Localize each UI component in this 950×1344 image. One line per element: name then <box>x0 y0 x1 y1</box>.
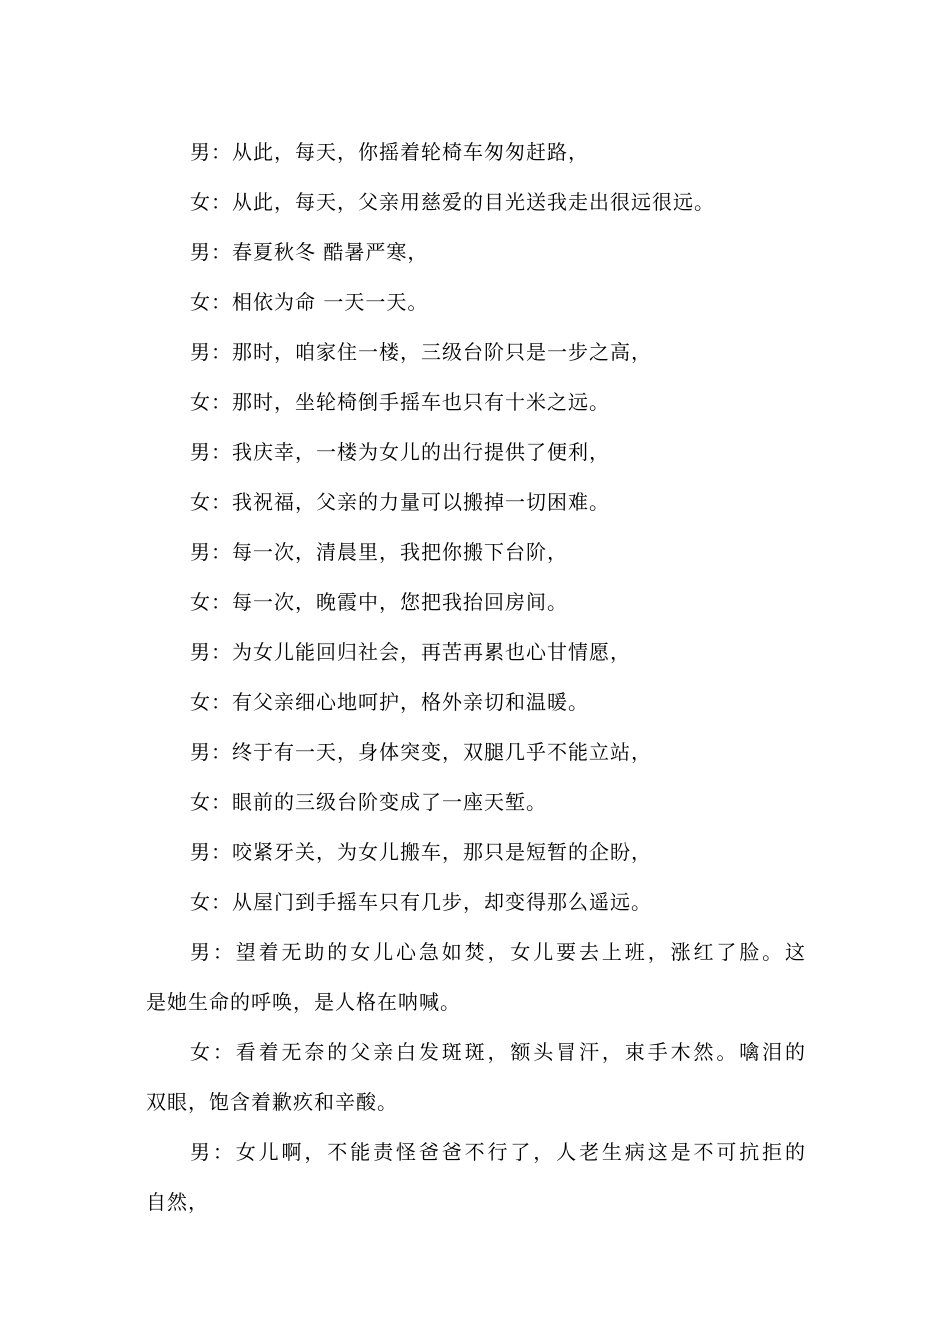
text-line: 女：有父亲细心地呵护，格外亲切和温暖。 <box>190 690 589 714</box>
text-line: 是她生命的呼唤，是人格在呐喊。 <box>146 990 461 1014</box>
text-line: 女：每一次，晚霞中，您把我抬回房间。 <box>190 590 568 614</box>
document-body <box>146 127 806 1227</box>
text-line: 自然， <box>146 1190 209 1214</box>
text-line: 男：为女儿能回归社会，再苦再累也心甘情愿， <box>190 640 631 664</box>
text-line: 女：看着无奈的父亲白发斑斑，额头冒汗，束手木然。噙泪的 <box>190 1040 806 1064</box>
text-line: 男：春夏秋冬 酷暑严寒， <box>190 240 429 264</box>
text-line: 女：相依为命 一天一天。 <box>190 290 429 314</box>
text-line: 女：那时，坐轮椅倒手摇车也只有十米之远。 <box>190 390 610 414</box>
text-line: 男：从此，每天，你摇着轮椅车匆匆赶路， <box>190 140 589 164</box>
text-line: 男：望着无助的女儿心急如焚，女儿要去上班，涨红了脸。这 <box>190 940 806 964</box>
text-line: 男：咬紧牙关，为女儿搬车，那只是短暂的企盼， <box>190 840 652 864</box>
text-line: 女：从此，每天，父亲用慈爱的目光送我走出很远很远。 <box>190 190 715 214</box>
text-line: 男：每一次，清晨里，我把你搬下台阶， <box>190 540 568 564</box>
text-line: 男：那时，咱家住一楼，三级台阶只是一步之高， <box>190 340 652 364</box>
text-line: 双眼，饱含着歉疚和辛酸。 <box>146 1090 398 1114</box>
text-line: 女：我祝福，父亲的力量可以搬掉一切困难。 <box>190 490 610 514</box>
text-line: 男：终于有一天，身体突变，双腿几乎不能立站， <box>190 740 652 764</box>
text-line: 男：女儿啊，不能责怪爸爸不行了，人老生病这是不可抗拒的 <box>190 1140 806 1164</box>
text-line: 女：从屋门到手摇车只有几步，却变得那么遥远。 <box>190 890 652 914</box>
text-line: 男：我庆幸，一楼为女儿的出行提供了便利， <box>190 440 610 464</box>
text-line: 女：眼前的三级台阶变成了一座天堑。 <box>190 790 547 814</box>
